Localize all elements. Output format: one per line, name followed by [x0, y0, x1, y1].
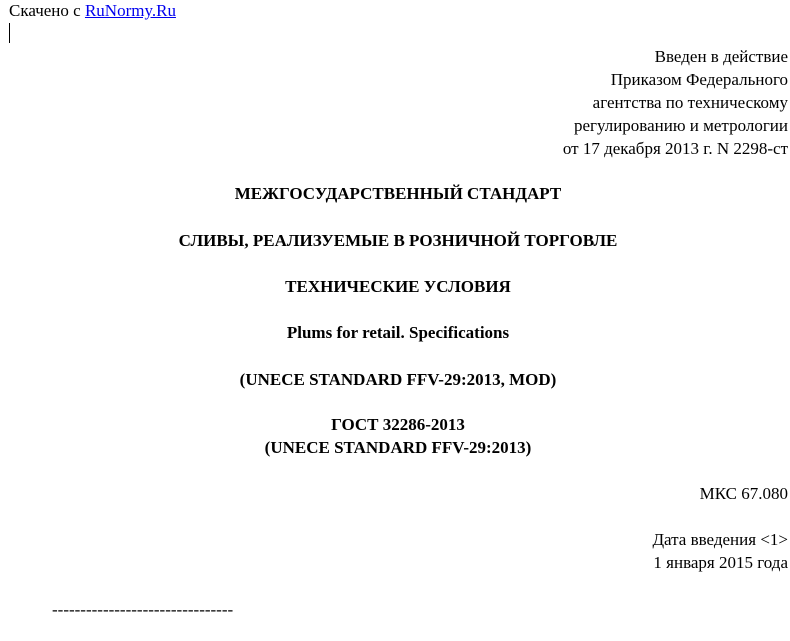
standard-type-heading: МЕЖГОСУДАРСТВЕННЫЙ СТАНДАРТ — [234, 184, 562, 203]
source-prefix: Скачено с — [9, 1, 85, 20]
source-line — [9, 1, 176, 21]
unece-reference: (UNECE STANDARD FFV-29:2013) — [264, 438, 532, 457]
enactment-line: Приказом Федерального — [610, 70, 788, 89]
footnote-separator: -------------------------------- — [52, 600, 234, 619]
gost-number: ГОСТ 32286-2013 — [331, 415, 465, 434]
introduction-date-value: 1 января 2015 года — [653, 553, 788, 572]
unece-mod-reference: (UNECE STANDARD FFV-29:2013, MOD) — [239, 370, 557, 389]
enactment-line: регулированию и метрологии — [573, 116, 788, 135]
enactment-line: от 17 декабря 2013 г. N 2298-ст — [562, 139, 788, 158]
mks-code: МКС 67.080 — [699, 484, 788, 503]
enactment-line: Введен в действие — [654, 47, 788, 66]
source-link[interactable]: RuNormy.Ru — [84, 1, 176, 20]
text-cursor — [9, 23, 10, 43]
enactment-line: агентства по техническому — [592, 93, 788, 112]
introduction-date-label: Дата введения <1> — [652, 530, 788, 549]
english-title: Plums for retail. Specifications — [286, 323, 510, 342]
document-title: СЛИВЫ, РЕАЛИЗУЕМЫЕ В РОЗНИЧНОЙ ТОРГОВЛЕ — [178, 231, 618, 250]
enactment-block — [563, 45, 788, 160]
document-subtitle: ТЕХНИЧЕСКИЕ УСЛОВИЯ — [285, 277, 511, 296]
introduction-date-block — [652, 528, 788, 574]
